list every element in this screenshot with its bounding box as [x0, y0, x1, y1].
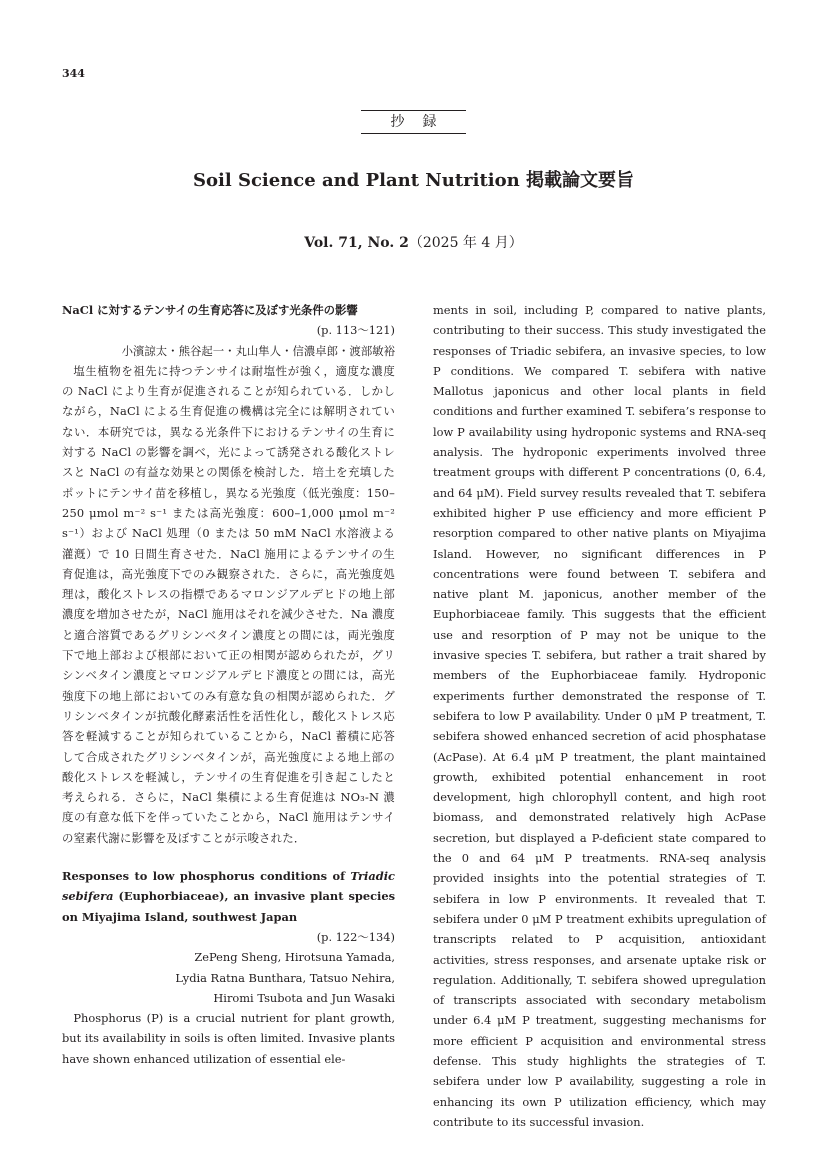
- issue-line: [0, 232, 827, 252]
- page-number: 344: [62, 67, 85, 80]
- article2-pages: (p. 122〜134): [316, 929, 395, 944]
- right-column: [433, 300, 766, 1132]
- left-column: [62, 300, 395, 1069]
- article2-title: [62, 866, 395, 927]
- article2-abstract-continued: ments in soil, including P, compared to native plants, contributing to their success. This study investigated the responses of Triadic sebifera, an invasive species, to low P conditions. We compared T. sebifera with native Mallotus japonicus and other local plants in field conditions and further examined T. sebifera’s response to low P availability using hydroponic systems and RNA-seq analysis. The hydroponic experiments involved three treatment groups with different P concentrations (0, 6.4, and 64 μM). Field survey results revealed that T. sebifera exhibited higher P use efficiency and more efficient P resorption compared to other native plants on Miyajima Island. However, no significant differences in P concentrations were found between T. sebifera and native plant M. japonicus, another member of the Euphorbiaceae family. This suggests that the efficient use and resorption of P may not be unique to the invasive species T. sebifera, but rather a trait shared by members of the Euphorbiaceae family. Hydroponic experiments further demonstrated the response of T. sebifera to low P availability. Under 0 μM P treatment, T. sebifera showed enhanced secretion of acid phosphatase (AcPase). At 6.4 μM P treatment, the plant maintained growth, exhibited potential enhancement in root development, high chlorophyll content, and high root biomass, and demonstrated relatively high AcPase secretion, but displayed a P-deficient state compared to the 0 and 64 μM P treatments. RNA-seq analysis provided insights into the potential strategies of T. sebifera in low P environments. It revealed that T. sebifera under 0 μM P treatment exhibits upregulation of transcripts related to P acquisition, antioxidant activities, stress responses, and arsenate uptake risk or regulation. Additionally, T. sebifera showed upregulation of transcripts associated with secondary metabolism under 6.4 μM P treatment, suggesting mechanisms for more efficient P acquisition and environmental stress defense. This study highlights the strategies of T. sebifera under low P availability, suggesting a role in enhancing its own P utilization efficiency, which may contribute to its successful invasion.: [433, 303, 766, 1129]
- article2-title-species: Triadic sebifera: [62, 869, 395, 904]
- article1-title: NaCl に対するテンサイの生育応答に及ぼす光条件の影響: [62, 303, 358, 317]
- article1-abstract: 塩生植物を祖先に持つテンサイは耐塩性が強く，適度な濃度の NaCl により生育が促進されることが知られている．しかしながら，NaCl による生育促進の機構は完全には解明されていない．本研究では，異なる光条件下におけるテンサイの生育に対する NaCl の影響を調べ，光によって誘発される酸化ストレスと NaCl の有益な効果との関係を検討した．培土を充填したポットにテンサイ苗を移植し，異なる光強度（低光強度：150–250 μmol m⁻² s⁻¹ または高光強度：600–1,000 μmol m⁻² s⁻¹）および NaCl 処理（0 または 50 mM NaCl 水溶液よる灌漑）で 10 日間生育させた．NaCl 施用によるテンサイの生育促進は，高光強度下でのみ観察された．さらに，高光強度処理は，酸化ストレスの指標であるマロンジアルデヒドの地上部濃度を増加させたが，NaCl 施用はそれを減少させた．Na 濃度と適合溶質であるグリシンベタイン濃度との間には，両光強度下で地上部および根部において正の相関が認められたが，グリシンベタイン濃度とマロンジアルデヒド濃度との間には，高光強度下の地上部においてのみ有意な負の相関が認められた．グリシンベタインが抗酸化酵素活性を活性化し，酸化ストレス応答を軽減することが知られていることから，NaCl 蓄積に応答して合成されたグリシンベタインが，高光強度による地上部の酸化ストレスを軽減し，テンサイの生育促進を引き起こしたと考えられる．さらに，NaCl 集積による生育促進は NO₃-N 濃度の有意な低下を伴っていたことから，NaCl 施用はテンサイの窒素代謝に影響を及ぼすことが示唆された．: [62, 363, 395, 845]
- issue-date: （2025 年 4 月）: [408, 235, 523, 251]
- issue-volume: Vol. 71, No. 2: [304, 235, 409, 251]
- article2-abstract-start: Phosphorus (P) is a crucial nutrient for plant growth, but its availability in soils is often limited. Invasive plants have shown enhanced utilization of essential ele-: [62, 1011, 395, 1066]
- journal-title: Soil Science and Plant Nutrition 掲載論文要旨: [193, 170, 634, 191]
- article2-authors-line-3: Hiromi Tsubota and Jun Wasaki: [213, 990, 395, 1005]
- article2-authors-line-1: ZePeng Sheng, Hirotsuna Yamada,: [194, 950, 395, 965]
- article2-title-part-a: Responses to low phosphorus conditions of: [62, 869, 351, 884]
- article1-authors: 小濱諒太・熊谷起一・丸山隼人・信濃卓郎・渡部敏裕: [121, 343, 395, 358]
- article2-authors-line-2: Lydia Ratna Bunthara, Tatsuo Nehira,: [175, 970, 395, 985]
- section-label: 抄録: [361, 110, 466, 134]
- article2-title-part-b: (Euphorbiaceae), an invasive plant species on Miyajima Island, southwest Japan: [62, 889, 395, 924]
- article1-pages: (p. 113〜121): [316, 323, 395, 338]
